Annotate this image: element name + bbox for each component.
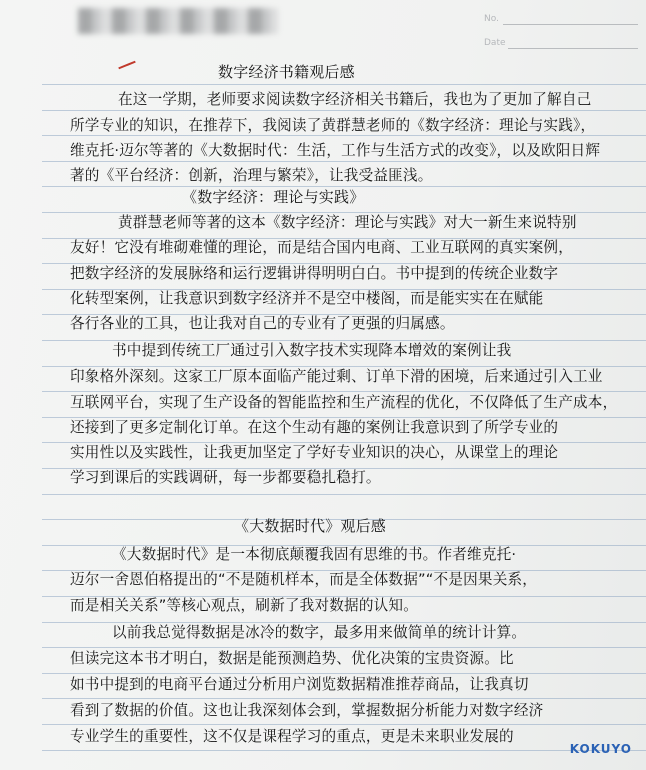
ruled-line xyxy=(42,724,646,725)
ruled-line xyxy=(42,84,646,85)
text-line: 把数字经济的发展脉络和运行逻辑讲得明明白白。书中提到的传统企业数字 xyxy=(70,265,559,282)
text-line: 黄群慧老师等著的这本《数字经济：理论与实践》对大一新生来说特别 xyxy=(118,214,577,231)
text-line: 各行各业的工具，也让我对自己的专业有了更强的归属感。 xyxy=(70,315,455,332)
red-pen-mark xyxy=(118,61,135,70)
date-line xyxy=(508,48,638,49)
section-heading: 《大数据时代》观后感 xyxy=(234,517,387,535)
ruled-line xyxy=(42,391,646,392)
text-line: 化转型案例，让我意识到数字经济并不是空中楼阁，而是能实实在在赋能 xyxy=(70,290,544,307)
text-line: 所学专业的知识，在推荐下，我阅读了黄群慧老师的《数字经济：理论与实践》， xyxy=(70,117,596,134)
text-line: 但读完这本书才明白，数据是能预测趋势、优化决策的宝贵资源。比 xyxy=(70,650,514,667)
kokuyo-logo: KOKUYO xyxy=(569,742,632,756)
text-line: 著的《平台经济：创新，治理与繁荣》，让我受益匪浅。 xyxy=(70,167,433,184)
text-line: 《大数据时代》是一本彻底颠覆我固有思维的书。作者维克托· xyxy=(112,546,517,563)
text-line: 友好！它没有堆砌难懂的理论，而是结合国内电商、工业互联网的真实案例， xyxy=(70,239,573,256)
date-label: Date xyxy=(484,38,506,48)
ruled-line xyxy=(42,647,646,648)
no-label: No. xyxy=(484,14,499,24)
ruled-line xyxy=(42,161,646,162)
text-line: 以前我总觉得数据是冰冷的数字，最多用来做简单的统计计算。 xyxy=(112,624,527,641)
text-line: 在这一学期，老师要求阅读数字经济相关书籍后，我也为了更加了解自己 xyxy=(118,91,592,108)
text-line: 实用性以及实践性，让我更加坚定了学好专业知识的决心，从课堂上的理论 xyxy=(70,444,559,461)
essay-title: 数字经济书籍观后感 xyxy=(218,63,355,81)
text-line: 如书中提到的电商平台通过分析用户浏览数据精准推荐商品，让我真切 xyxy=(70,676,529,693)
ruled-line xyxy=(42,673,646,674)
text-line: 互联网平台，实现了生产设备的智能监控和生产流程的优化，不仅降低了生产成本， xyxy=(70,394,618,411)
text-line: 印象格外深刻。这家工厂原本面临产能过剩、订单下滑的困境，后来通过引入工业 xyxy=(70,368,603,385)
text-line: 维克托·迈尔等著的《大数据时代：生活，工作与生活方式的改变》，以及欧阳日辉 xyxy=(70,142,601,159)
text-line: 还接到了更多定制化订单。在这个生动有趣的案例让我意识到了所学专业的 xyxy=(70,419,559,436)
text-line: 书中提到传统工厂通过引入数字技术实现降本增效的案例让我 xyxy=(112,342,512,359)
text-line: 而是相关关系”等核心观点，刷新了我对数据的认知。 xyxy=(70,597,419,614)
no-line xyxy=(503,24,638,25)
redacted-name-area xyxy=(78,8,278,34)
text-line: 看到了数据的价值。这也让我深刻体会到，掌握数据分析能力对数字经济 xyxy=(70,702,544,719)
ruled-line xyxy=(42,698,646,699)
ruled-line xyxy=(42,494,646,495)
section-heading: 《数字经济：理论与实践》 xyxy=(182,188,365,206)
ruled-line xyxy=(42,750,646,751)
text-line: 学习到课后的实践调研，每一步都要稳扎稳打。 xyxy=(70,469,381,486)
text-line: 专业学生的重要性，这不仅是课程学习的重点，更是未来职业发展的 xyxy=(70,728,514,745)
text-line: 迈尔一舍恩伯格提出的“不是随机样本，而是全体数据”“不是因果关系， xyxy=(70,571,538,588)
ruled-line xyxy=(42,110,646,111)
